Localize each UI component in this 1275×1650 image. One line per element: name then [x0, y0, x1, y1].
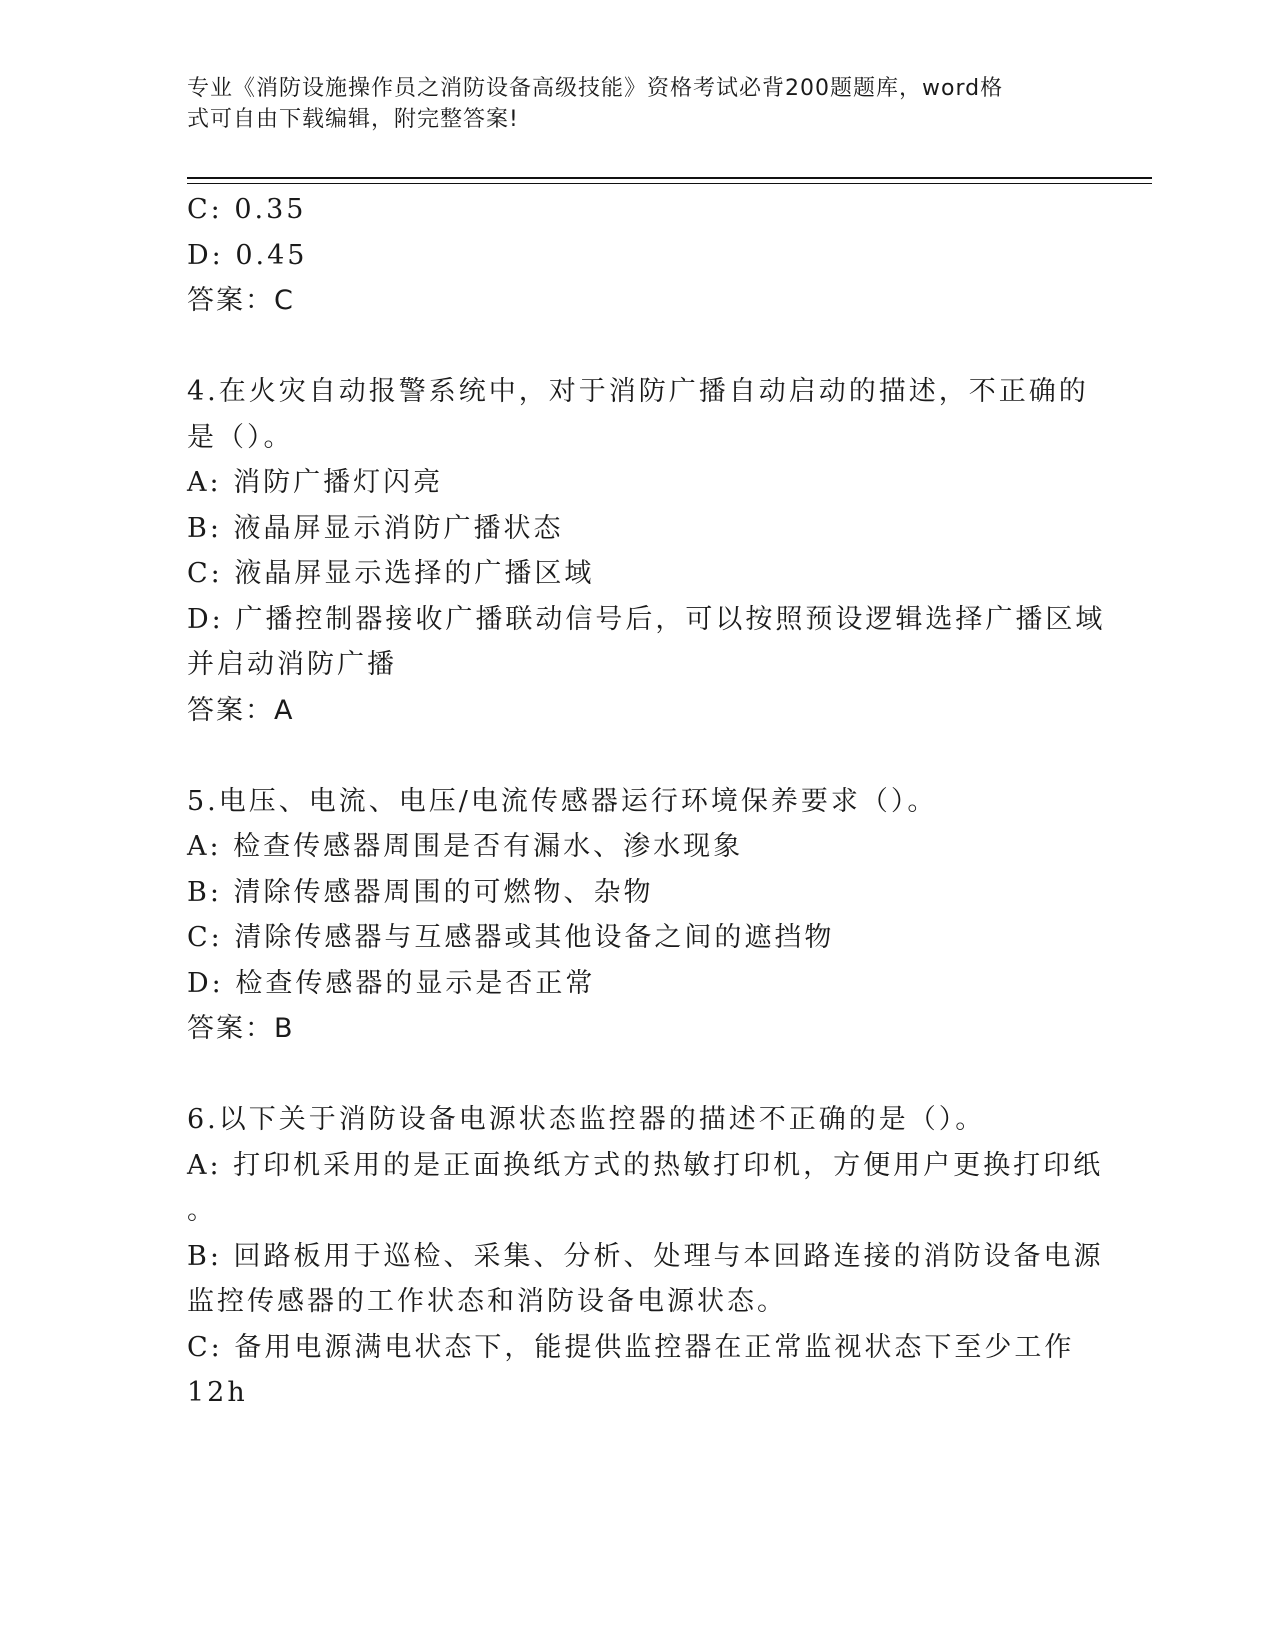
option-c: C: 清除传感器与互感器或其他设备之间的遮挡物 [187, 922, 835, 953]
header-line-1: 专业《消防设施操作员之消防设备高级技能》资格考试必背200题题库，word格 [187, 76, 1004, 101]
question-stem: 4.在火灾自动报警系统中，对于消防广播自动启动的描述，不正确的 [187, 376, 1089, 407]
option-c: C: 0.35 [187, 194, 307, 225]
option-a-continued: 。 [187, 1195, 217, 1226]
answer: 答案：A [187, 694, 295, 726]
option-a: A: 检查传感器周围是否有漏水、渗水现象 [187, 831, 744, 862]
option-b: B: 清除传感器周围的可燃物、杂物 [187, 876, 654, 908]
option-c-continued: 12h [187, 1377, 248, 1408]
header-rule-thick [187, 177, 1152, 179]
option-d: D: 检查传感器的显示是否正常 [187, 967, 596, 999]
option-d-continued: 并启动消防广播 [187, 649, 397, 680]
question-4 [187, 369, 1106, 733]
option-c: C: 备用电源满电状态下，能提供监控器在正常监视状态下至少工作 [187, 1331, 1075, 1363]
question-content [187, 187, 1106, 1416]
option-d: D: 0.45 [187, 239, 308, 271]
option-d: D: 广播控制器接收广播联动信号后，可以按照预设逻辑选择广播区域 [187, 603, 1106, 635]
answer: 答案：C [187, 285, 295, 316]
option-c: C: 液晶屏显示选择的广播区域 [187, 558, 595, 589]
document-header [187, 73, 1072, 135]
question-stem: 5.电压、电流、电压/电流传感器运行环境保养要求（）。 [187, 785, 938, 817]
option-a: A: 打印机采用的是正面换纸方式的热敏打印机，方便用户更换打印纸 [187, 1149, 1104, 1181]
answer: 答案：B [187, 1013, 295, 1044]
option-a: A: 消防广播灯闪亮 [187, 467, 444, 498]
question-stem-continued: 是（）。 [187, 421, 294, 453]
question-5 [187, 779, 1077, 1052]
option-b: B: 回路板用于巡检、采集、分析、处理与本回路连接的消防设备电源 [187, 1240, 1104, 1272]
option-b-continued: 监控传感器的工作状态和消防设备电源状态。 [187, 1286, 787, 1317]
spacer [187, 324, 1077, 370]
spacer [187, 1052, 1077, 1098]
question-6 [187, 1097, 1104, 1416]
spacer [187, 733, 1077, 779]
header-line-2: 式可自由下载编辑，附完整答案! [187, 107, 519, 132]
question-stem: 6.以下关于消防设备电源状态监控器的描述不正确的是（）。 [187, 1104, 986, 1135]
header-rule-thin [187, 183, 1152, 184]
question-3-tail [187, 187, 1077, 324]
option-b: B: 液晶屏显示消防广播状态 [187, 512, 564, 544]
